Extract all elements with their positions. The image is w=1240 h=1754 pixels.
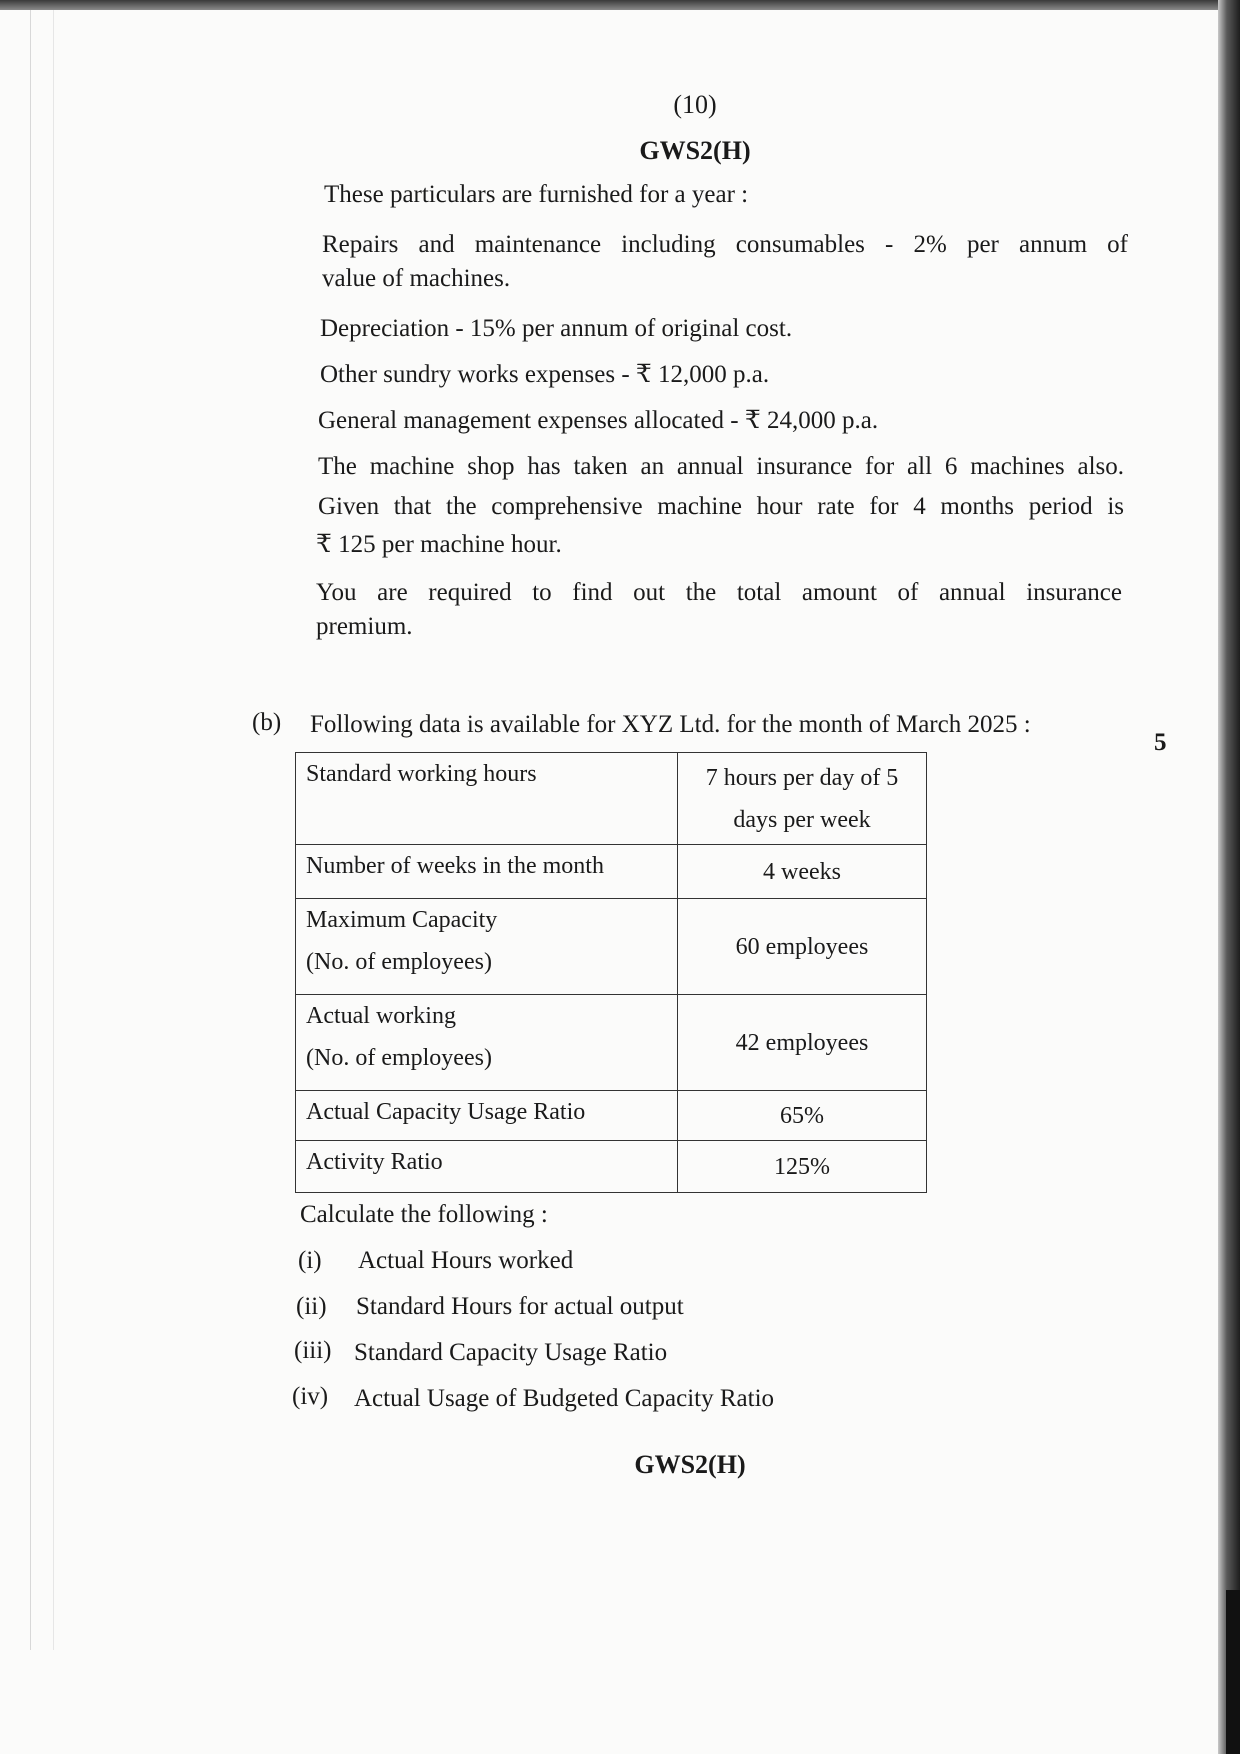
table-row — [296, 899, 927, 995]
row-label: Actual Capacity Usage Ratio — [306, 1099, 586, 1125]
insurance-line-2: Given that the comprehensive machine hour rate for 4 months period is — [318, 493, 1124, 520]
table-row — [296, 1141, 927, 1193]
row-label: Actual working — [306, 1003, 456, 1029]
table-cell-label — [296, 753, 678, 845]
part-b-intro: Following data is available for XYZ Ltd. for the month of March 2025 : — [310, 711, 1031, 738]
page-right-edge-dark — [1226, 1590, 1240, 1754]
item-text: Actual Hours worked — [358, 1247, 574, 1274]
table-cell-value — [678, 753, 927, 845]
page-left-edge — [30, 10, 54, 1650]
data-table — [295, 752, 927, 1193]
row-value: 7 hours per day of 5 — [705, 764, 899, 791]
table-cell-value — [678, 899, 927, 995]
sundry-text: Other sundry works expenses - ₹ 12,000 p.a. — [320, 361, 770, 388]
header-code: GWS2(H) — [639, 136, 751, 165]
row-label: Standard working hours — [306, 761, 537, 787]
insurance-line-3: ₹ 125 per machine hour. — [316, 531, 562, 558]
row-value: 65% — [780, 1102, 824, 1129]
general-text: General management expenses allocated - ₹ 24,000 p.a. — [318, 407, 879, 434]
row-value: 125% — [774, 1153, 830, 1180]
intro-text: These particulars are furnished for a year : — [324, 181, 749, 208]
item-number: (iii) — [294, 1337, 332, 1364]
table-cell-label — [296, 845, 678, 899]
table-cell-label — [296, 1091, 678, 1141]
row-label-2: (No. of employees) — [306, 1045, 492, 1071]
repairs-line-1: Repairs and maintenance including consumables - 2% per annum of — [322, 231, 1128, 258]
item-number: (ii) — [296, 1293, 327, 1320]
page-right-edge — [1218, 0, 1240, 1754]
table-row — [296, 845, 927, 899]
table-cell-value — [678, 1091, 927, 1141]
row-label: Number of weeks in the month — [306, 853, 604, 879]
required-line-1: You are required to find out the total amount of annual insurance — [316, 579, 1122, 606]
page-top-edge — [0, 0, 1240, 10]
item-number: (iv) — [292, 1383, 329, 1410]
row-value-2: days per week — [733, 806, 871, 833]
row-value: 4 weeks — [763, 858, 841, 885]
table-row — [296, 753, 927, 845]
row-value: 42 employees — [735, 1029, 869, 1056]
repairs-line-2: value of machines. — [322, 265, 511, 292]
footer-code: GWS2(H) — [634, 1450, 746, 1479]
row-label-2: (No. of employees) — [306, 949, 492, 975]
required-line-2: premium. — [316, 613, 413, 640]
item-number: (i) — [298, 1247, 322, 1274]
calculate-text: Calculate the following : — [300, 1201, 548, 1228]
insurance-line-1: The machine shop has taken an annual insurance for all 6 machines also. — [318, 453, 1124, 480]
row-label: Maximum Capacity — [306, 907, 498, 933]
marks: 5 — [1154, 729, 1167, 756]
depreciation-text: Depreciation - 15% per annum of original cost. — [320, 315, 793, 342]
table-cell-value — [678, 995, 927, 1091]
table-cell-value — [678, 845, 927, 899]
item-text: Standard Capacity Usage Ratio — [354, 1339, 668, 1366]
item-text: Actual Usage of Budgeted Capacity Ratio — [354, 1385, 775, 1412]
part-b-label: (b) — [252, 709, 282, 736]
table-cell-label — [296, 899, 678, 995]
row-value: 60 employees — [735, 933, 869, 960]
page-number: (10) — [673, 90, 717, 119]
row-label: Activity Ratio — [306, 1149, 443, 1175]
table-cell-value — [678, 1141, 927, 1193]
table-row — [296, 1091, 927, 1141]
item-text: Standard Hours for actual output — [356, 1293, 684, 1320]
table-cell-label — [296, 995, 678, 1091]
table-row — [296, 995, 927, 1091]
table-cell-label — [296, 1141, 678, 1193]
